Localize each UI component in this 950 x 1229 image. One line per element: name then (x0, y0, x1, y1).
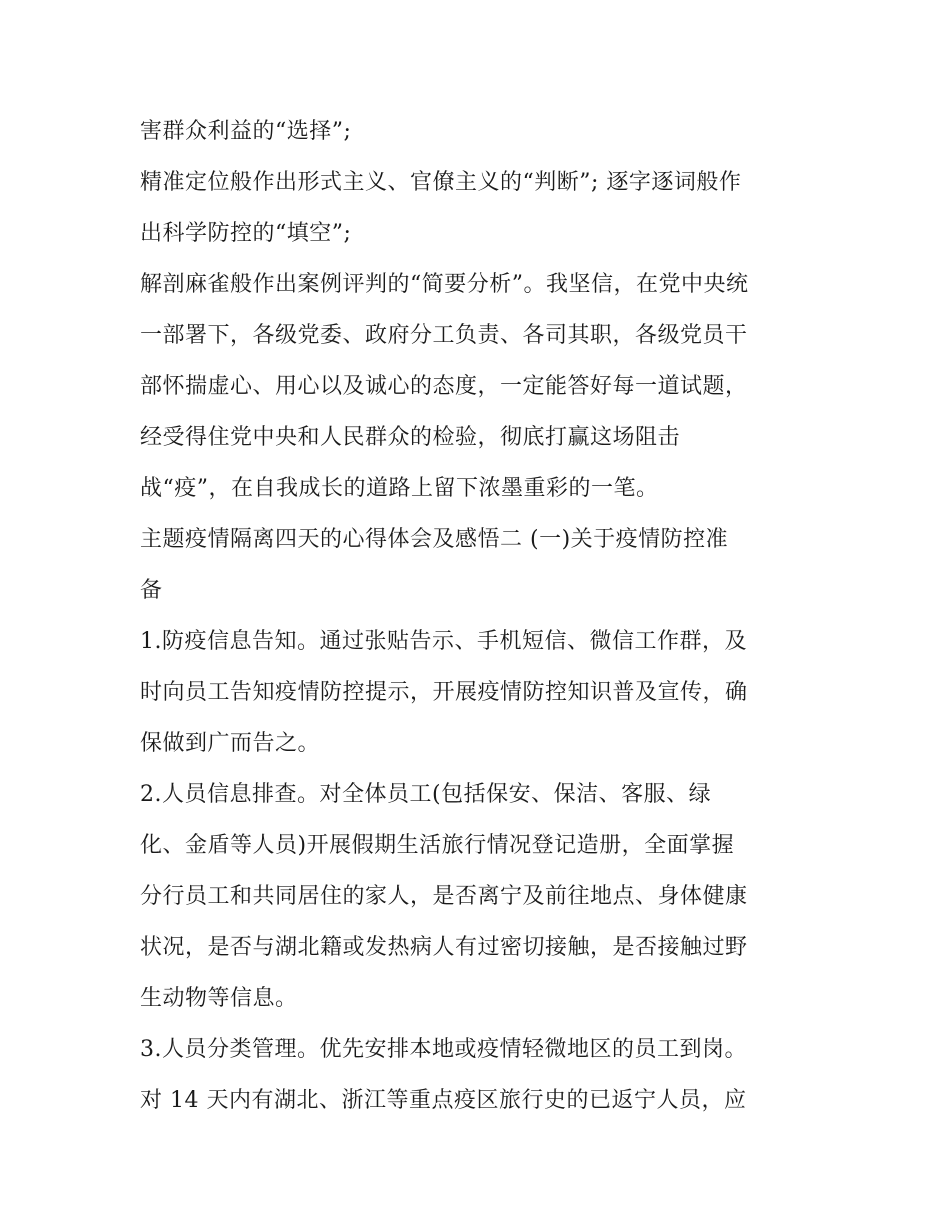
text-line: 分行员工和共同居住的家人，是否离宁及前往地点、身体健康 (140, 884, 748, 909)
text-line: 战“疫”，在自我成长的道路上留下浓墨重彩的一笔。 (140, 476, 659, 501)
text-line: 1.防疫信息告知。通过张贴告示、手机短信、微信工作群，及 (140, 629, 747, 654)
text-line: 出科学防控的“填空”; (140, 221, 352, 246)
text-line: 2.人员信息排查。对全体员工(包括保安、保洁、客服、绿 (140, 782, 712, 807)
text-line: 精准定位般作出形式主义、官僚主义的“判断”; 逐字逐词般作 (140, 170, 742, 195)
text-line: 对 14 天内有湖北、浙江等重点疫区旅行史的已返宁人员，应 (140, 1088, 747, 1113)
text-line: 生动物等信息。 (140, 986, 298, 1011)
text-line: 经受得住党中央和人民群众的检验，彻底打赢这场阻击 (140, 425, 681, 450)
text-line: 保做到广而告之。 (140, 731, 321, 756)
text-line: 一部署下，各级党委、政府分工负责、各司其职，各级党员干 (140, 323, 748, 348)
text-line: 化、金盾等人员)开展假期生活旅行情况登记造册，全面掌握 (140, 833, 735, 858)
text-line: 部怀揣虚心、用心以及诚心的态度，一定能答好每一道试题， (140, 374, 748, 399)
text-line: 解剖麻雀般作出案例评判的“简要分析”。我坚信，在党中央统 (140, 272, 749, 297)
text-line: 3.人员分类管理。优先安排本地或疫情轻微地区的员工到岗。 (140, 1037, 747, 1062)
document-body (140, 106, 830, 1126)
text-line: 时向员工告知疫情防控提示，开展疫情防控知识普及宣传，确 (140, 680, 748, 705)
text-line: 害群众利益的“选择”; (140, 119, 352, 144)
section-heading-line: 备 (140, 578, 163, 603)
section-heading-line: 主题疫情隔离四天的心得体会及感悟二 (一)关于疫情防控准 (140, 527, 729, 552)
text-line: 状况，是否与湖北籍或发热病人有过密切接触，是否接触过野 (140, 935, 748, 960)
